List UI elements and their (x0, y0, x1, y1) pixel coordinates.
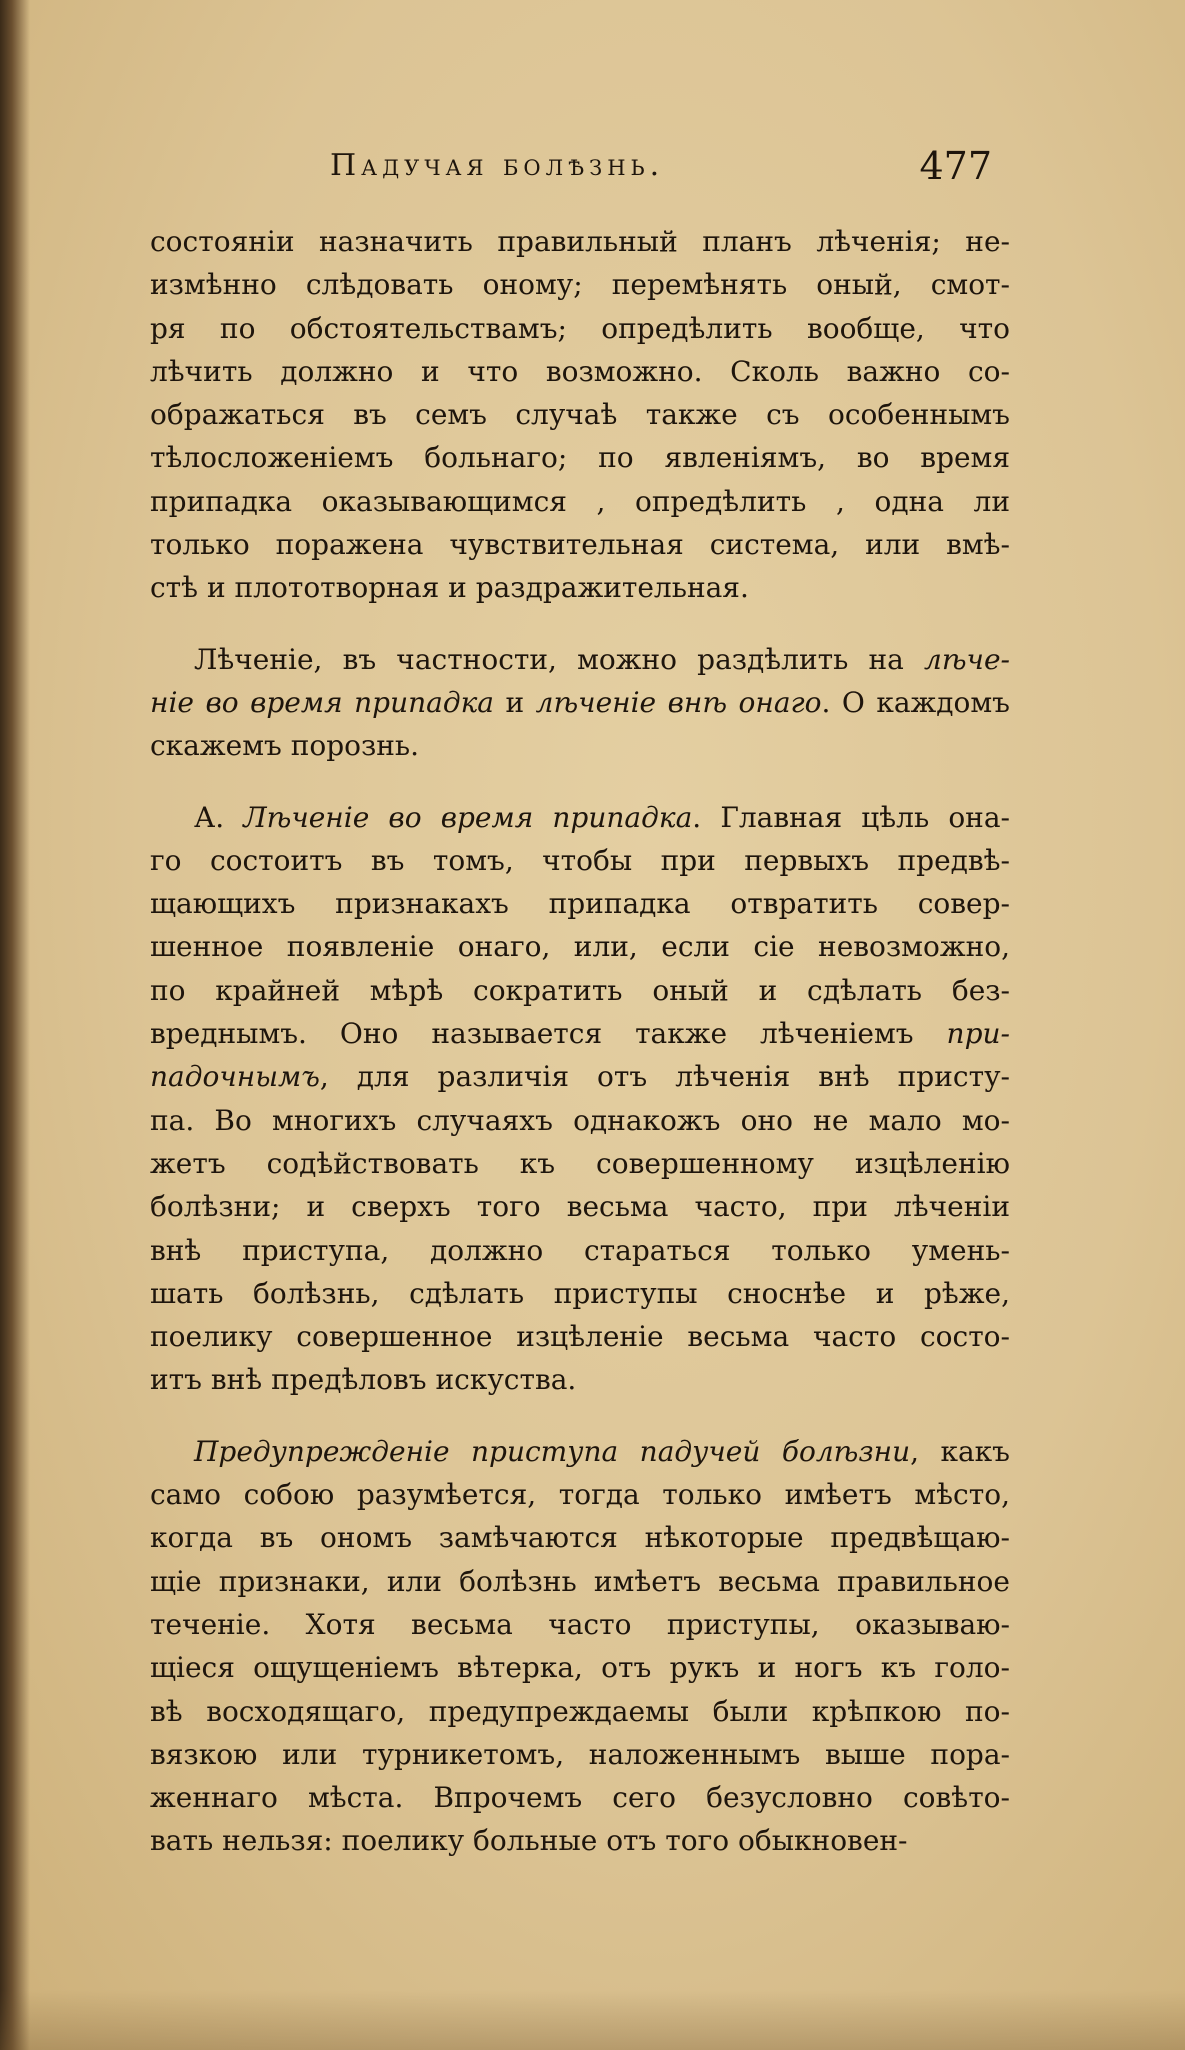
text-run: тѣлосложеніемъ больнаго; по явленіямъ, во время (150, 441, 1010, 475)
text-line (150, 1646, 1010, 1689)
paragraph (150, 796, 1010, 1402)
text-run: А. (194, 800, 244, 834)
text-line (150, 1185, 1010, 1228)
text-run: щіе признаки, или болѣзнь имѣетъ весьма правильное (150, 1564, 1010, 1598)
text-run: стѣ и плототворная и раздражительная. (150, 571, 749, 605)
italic-text: Предупрежденіе приступа падучей болѣзни (194, 1434, 911, 1468)
text-run: припадка оказывающимся , опредѣлить , одна ли (150, 484, 1010, 518)
text-run: шать болѣзнь, сдѣлать приступы сноснѣе и рѣже, (150, 1276, 1010, 1310)
text-line (150, 1012, 1010, 1055)
text-line (150, 1603, 1010, 1646)
text-run: само собою разумѣется, тогда только имѣетъ мѣсто, (150, 1478, 1010, 1512)
text-line (150, 393, 1010, 436)
text-run: вѣ восходящаго, предупреждаемы были крѣпкою по- (150, 1694, 1010, 1728)
text-line (150, 1473, 1010, 1516)
paragraph (150, 1430, 1010, 1863)
text-line (150, 882, 1010, 925)
text-run: вреднымъ. Оно называется также лѣченіемъ (150, 1017, 947, 1051)
text-run: . О каждомъ (821, 685, 1010, 719)
text-run: шенное появленіе онаго, или, если сіе невозможно, (150, 930, 1010, 964)
text-line (150, 1272, 1010, 1315)
text-line (150, 220, 1010, 263)
text-line (150, 263, 1010, 306)
text-run: только поражена чувствительная система, или вмѣ- (150, 528, 1010, 562)
text-run: па. Во многихъ случаяхъ однакожъ оно не мало мо- (150, 1103, 1010, 1137)
italic-text: ніе во время припадка (150, 685, 494, 719)
running-title: Падучая болѣзнь. (330, 148, 665, 183)
text-run: вать нельзя: поелику больные отъ того обыкновен- (150, 1824, 908, 1858)
text-run: теченіе. Хотя весьма часто приступы, оказываю- (150, 1607, 1010, 1641)
text-run: женнаго мѣста. Впрочемъ сего безусловно совѣто- (150, 1781, 1010, 1815)
italic-text: лѣче- (924, 642, 1010, 676)
paragraph-gap (150, 768, 1010, 796)
text-run: по крайней мѣрѣ сократить оный и сдѣлать без- (150, 973, 1010, 1007)
text-line (150, 1358, 1010, 1401)
text-line (150, 1516, 1010, 1559)
text-line (150, 1055, 1010, 1098)
text-line (150, 839, 1010, 882)
text-line (150, 925, 1010, 968)
text-line (150, 1099, 1010, 1142)
text-run: лѣчить должно и что возможно. Сколь важно со- (150, 354, 1010, 388)
text-line (150, 1430, 1010, 1473)
text-line (150, 1560, 1010, 1603)
text-line (150, 1733, 1010, 1776)
text-line (150, 724, 1010, 767)
text-line (150, 436, 1010, 479)
italic-text: падочнымъ (150, 1060, 320, 1094)
page-binding-edge (0, 0, 30, 2050)
text-line (150, 1690, 1010, 1733)
text-run: , какъ (910, 1434, 1010, 1468)
text-line (150, 1819, 1010, 1862)
italic-text: лѣченіе внѣ онаго (535, 685, 822, 719)
page-bottom-shadow (0, 1990, 1185, 2050)
text-line (150, 681, 1010, 724)
italic-text: Лѣченіе во время припадка (243, 800, 693, 834)
text-line (150, 1142, 1010, 1185)
text-run: жетъ содѣйствовать къ совершенному изцѣленію (150, 1146, 1010, 1180)
text-run: болѣзни; и сверхъ того весьма часто, при лѣченіи (150, 1190, 1010, 1224)
text-line (150, 480, 1010, 523)
text-run: поелику совершенное изцѣленіе весьма часто состо- (150, 1320, 1010, 1354)
text-run: щающихъ признакахъ припадка отвратить совер- (150, 887, 1010, 921)
text-line (150, 523, 1010, 566)
page-header (150, 144, 1010, 198)
paragraph (150, 220, 1010, 610)
text-run: скажемъ порознь. (150, 729, 420, 763)
text-run: , для различія отъ лѣченія внѣ присту- (319, 1060, 1010, 1094)
body-text (150, 220, 1010, 1863)
text-line (150, 796, 1010, 839)
text-run: щіеся ощущеніемъ вѣтерка, отъ рукъ и ногъ къ голо- (150, 1651, 1010, 1685)
italic-text: при- (946, 1017, 1010, 1051)
text-line (150, 566, 1010, 609)
text-line (150, 350, 1010, 393)
text-line (150, 307, 1010, 350)
text-run: ря по обстоятельствамъ; опредѣлить вообще, что (150, 311, 1010, 345)
text-line (150, 638, 1010, 681)
text-line (150, 969, 1010, 1012)
text-run: Лѣченіе, въ частности, можно раздѣлить на (194, 642, 925, 676)
text-line (150, 1776, 1010, 1819)
text-run: . Главная цѣль она- (692, 800, 1010, 834)
text-run: вязкою или турникетомъ, наложеннымъ выше пора- (150, 1737, 1010, 1771)
text-run: го состоитъ въ томъ, чтобы при первыхъ предвѣ- (150, 843, 1010, 877)
text-line (150, 1229, 1010, 1272)
text-run: измѣнно слѣдовать оному; перемѣнять оный, смот- (150, 268, 1010, 302)
text-run: когда въ ономъ замѣчаются нѣкоторые предвѣщаю- (150, 1521, 1010, 1555)
text-run: состояніи назначить правильный планъ лѣченія; не- (150, 225, 1010, 258)
text-run: итъ внѣ предѣловъ искуства. (150, 1363, 577, 1397)
text-run: ображаться въ семъ случаѣ также съ особеннымъ (150, 398, 1010, 432)
page-number: 477 (919, 144, 992, 188)
text-line (150, 1315, 1010, 1358)
paragraph (150, 638, 1010, 768)
text-run: внѣ приступа, должно стараться только умень- (150, 1233, 1010, 1267)
text-run: и (494, 685, 536, 719)
paragraph-gap (150, 610, 1010, 638)
paragraph-gap (150, 1402, 1010, 1430)
